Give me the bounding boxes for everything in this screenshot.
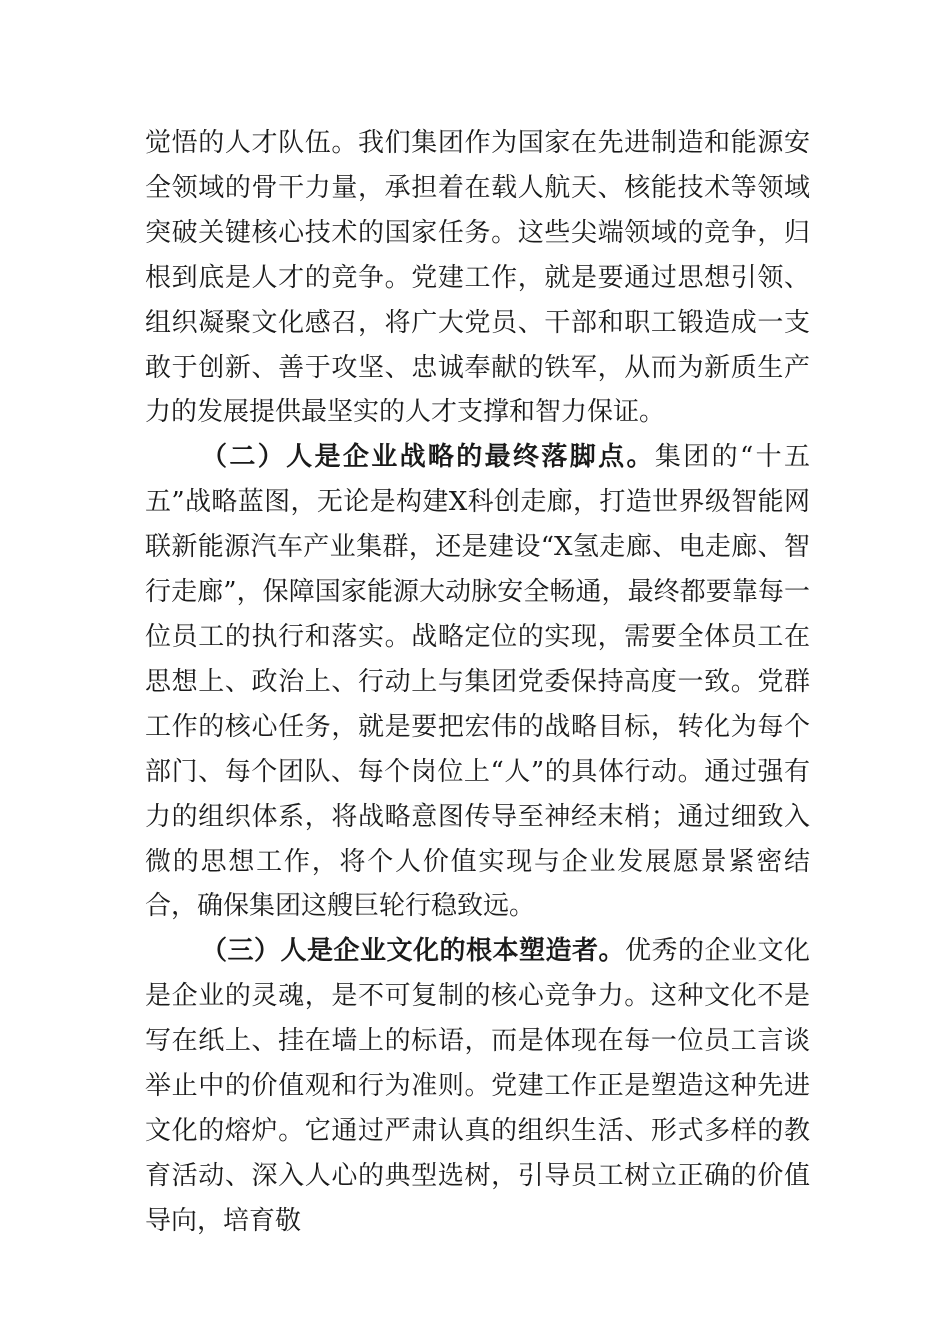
paragraph-section-two: [145, 435, 810, 929]
document-page: [145, 121, 810, 1244]
paragraph-section-three: [145, 929, 810, 1243]
section-heading: （二）人是企业战略的最终落脚点。: [201, 442, 655, 473]
paragraph-body: 优秀的企业文化是企业的灵魂，是不可复制的核心竞争力。这种文化不是写在纸上、挂在墙上的标语，而是体现在每一位员工言谈举止中的价值观和行为准则。党建工作正是塑造这种先进文化的熔炉。它通过严肃认真的组织生活、形式多样的教育活动、深入人心的典型选树，引导员工树立正确的价值导向，培育敬: [145, 936, 810, 1236]
paragraph-continuation: [145, 121, 810, 435]
paragraph-body: 集团的“十五五”战略蓝图，无论是构建X科创走廊，打造世界级智能网联新能源汽车产业集群，还是建设“X氢走廊、电走廊、智行走廊”，保障国家能源大动脉安全畅通，最终都要靠每一位员工的执行和落实。战略定位的实现，需要全体员工在思想上、政治上、行动上与集团党委保持高度一致。党群工作的核心任务，就是要把宏伟的战略目标，转化为每个部门、每个团队、每个岗位上“人”的具体行动。通过强有力的组织体系，将战略意图传导至神经末梢；通过细致入微的思想工作，将个人价值实现与企业发展愿景紧密结合，确保集团这艘巨轮行稳致远。: [145, 442, 810, 922]
section-heading: （三）人是企业文化的根本塑造者。: [201, 936, 625, 967]
paragraph-body: 觉悟的人才队伍。我们集团作为国家在先进制造和能源安全领域的骨干力量，承担着在载人航天、核能技术等领域突破关键核心技术的国家任务。这些尖端领域的竞争，归根到底是人才的竞争。党建工作，就是要通过思想引领、组织凝聚文化感召，将广大党员、干部和职工锻造成一支敢于创新、善于攻坚、忠诚奉献的铁军，从而为新质生产力的发展提供最坚实的人才支撑和智力保证。: [145, 128, 810, 428]
